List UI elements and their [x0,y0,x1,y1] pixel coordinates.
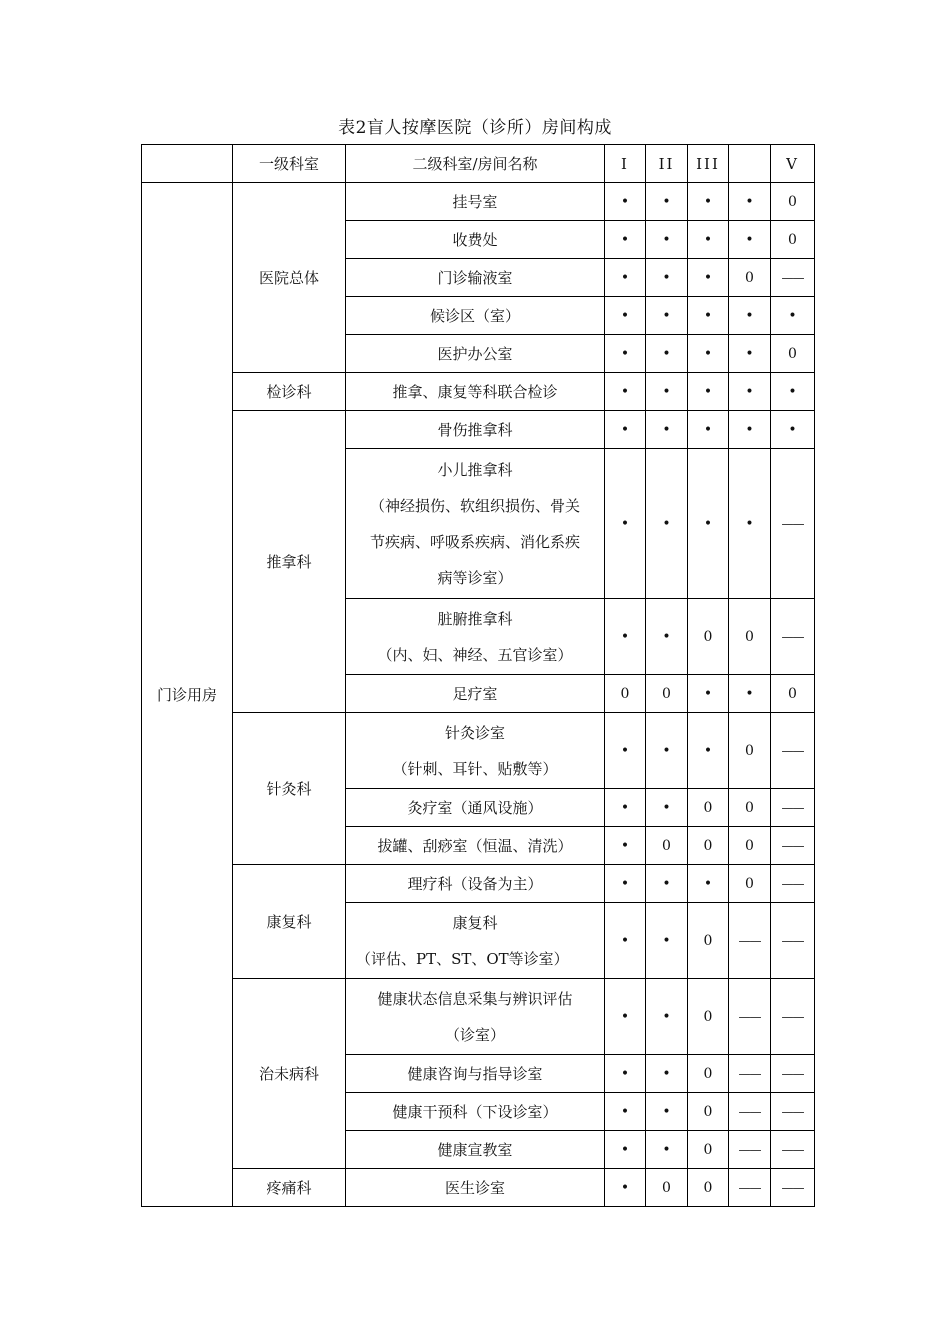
room-name-line: 健康咨询与指导诊室 [407,1064,543,1083]
dept-cell: 医院总体 [233,183,346,373]
grade-mark-cell: • [646,259,688,297]
grade-mark-cell: • [605,865,646,903]
room-name-cell [346,335,605,373]
grade-mark-cell: • [771,297,815,335]
grade-mark-cell: • [646,979,688,1055]
grade-mark-cell: • [646,449,688,599]
table-row [142,713,815,789]
room-name-cell [346,713,605,789]
room-name-cell [346,1169,605,1207]
dept-cell: 治未病科 [233,979,346,1169]
room-name-line: 挂号室 [452,192,498,211]
room-name-line: 健康状态信息采集与辨识评估 [377,989,573,1008]
grade-mark-cell [729,1055,771,1093]
grade-mark-cell: • [646,411,688,449]
grade-mark-cell: 0 [688,1055,729,1093]
room-name-line: 灸疗室（通风设施） [407,798,543,817]
room-name-cell [346,827,605,865]
header-grade-2: II [646,145,688,183]
grade-mark-cell: • [646,1093,688,1131]
not-required-dash: —— [781,1180,804,1195]
grade-mark-cell: 0 [688,979,729,1055]
grade-mark-cell: • [605,1169,646,1207]
room-name-cell [346,259,605,297]
grade-mark-cell: • [729,183,771,221]
room-name-line: 小儿推拿科 [437,460,513,479]
room-name-line: 病等诊室） [437,568,513,587]
grade-mark-cell: • [605,1093,646,1131]
room-name-line: 足疗室 [452,684,498,703]
grade-mark-cell: • [646,221,688,259]
header-grade-4 [729,145,771,183]
grade-mark-cell: 0 [688,599,729,675]
room-name-line: （内、妇、神经、五官诊室） [377,645,573,664]
grade-mark-cell: • [729,373,771,411]
grade-mark-cell [729,1169,771,1207]
grade-mark-cell: • [688,183,729,221]
not-required-dash: —— [738,933,761,948]
dept-cell: 检诊科 [233,373,346,411]
grade-mark-cell: • [646,297,688,335]
grade-mark-cell: 0 [688,903,729,979]
grade-mark-cell: • [605,1131,646,1169]
grade-mark-cell [729,979,771,1055]
grade-mark-cell: • [729,221,771,259]
dept-cell: 疼痛科 [233,1169,346,1207]
grade-mark-cell: 0 [771,221,815,259]
grade-mark-cell: • [771,373,815,411]
grade-mark-cell: • [605,297,646,335]
grade-mark-cell [771,827,815,865]
grade-mark-cell: • [688,221,729,259]
room-name-line: （针刺、耳针、贴敷等） [392,759,558,778]
room-name-cell [346,1093,605,1131]
dept-cell: 康复科 [233,865,346,979]
dept-cell: 推拿科 [233,411,346,713]
grade-mark-cell [771,1169,815,1207]
grade-mark-cell [771,1055,815,1093]
header-level2: 二级科室/房间名称 [346,145,605,183]
grade-mark-cell [729,903,771,979]
grade-mark-cell: • [605,335,646,373]
room-name-cell [346,373,605,411]
grade-mark-cell [729,1131,771,1169]
grade-mark-cell: 0 [729,713,771,789]
grade-mark-cell: • [605,713,646,789]
not-required-dash: —— [781,629,804,644]
not-required-dash: —— [781,933,804,948]
grade-mark-cell: • [729,411,771,449]
grade-mark-cell [771,713,815,789]
room-name-line: 门诊输液室 [437,268,513,287]
grade-mark-cell: 0 [771,183,815,221]
room-name-line: 收费处 [452,230,498,249]
room-name-line: 推拿、康复等科联合检诊 [392,382,558,401]
grade-mark-cell [771,979,815,1055]
room-name-cell [346,1055,605,1093]
grade-mark-cell: • [771,411,815,449]
grade-mark-cell: • [729,335,771,373]
grade-mark-cell: 0 [605,675,646,713]
room-name-cell [346,979,605,1055]
grade-mark-cell: • [605,599,646,675]
grade-mark-cell: • [688,411,729,449]
not-required-dash: —— [781,1142,804,1157]
grade-mark-cell [729,1093,771,1131]
room-name-cell [346,599,605,675]
grade-mark-cell: • [646,1055,688,1093]
grade-mark-cell: • [688,675,729,713]
grade-mark-cell: 0 [688,1093,729,1131]
room-name-line: 医护办公室 [437,344,513,363]
header-grade-5: V [771,145,815,183]
grade-mark-cell: • [605,221,646,259]
room-name-line: 健康干预科（下设诊室） [392,1102,558,1121]
room-name-line: 针灸诊室 [444,723,505,742]
room-name-line: （神经损伤、软组织损伤、骨关 [369,496,580,515]
not-required-dash: —— [781,743,804,758]
grade-mark-cell [771,1131,815,1169]
grade-mark-cell: • [605,789,646,827]
not-required-dash: —— [738,1142,761,1157]
grade-mark-cell: • [646,335,688,373]
table-title: 表2盲人按摩医院（诊所）房间构成 [338,118,612,138]
not-required-dash: —— [781,1104,804,1119]
grade-mark-cell: 0 [729,827,771,865]
not-required-dash: —— [781,516,804,531]
grade-mark-cell: • [605,449,646,599]
not-required-dash: —— [781,1066,804,1081]
not-required-dash: —— [781,1009,804,1024]
grade-mark-cell: • [605,373,646,411]
grade-mark-cell: • [688,449,729,599]
grade-mark-cell: • [646,373,688,411]
grade-mark-cell: 0 [646,1169,688,1207]
room-name-cell [346,183,605,221]
grade-mark-cell: • [646,599,688,675]
not-required-dash: —— [738,1180,761,1195]
room-name-cell [346,221,605,259]
grade-mark-cell: • [605,979,646,1055]
not-required-dash: —— [781,800,804,815]
room-name-cell [346,449,605,599]
grade-mark-cell: • [688,713,729,789]
grade-mark-cell: • [688,865,729,903]
grade-mark-cell: • [605,183,646,221]
grade-mark-cell: • [605,827,646,865]
grade-mark-cell: 0 [771,335,815,373]
grade-mark-cell: • [605,259,646,297]
grade-mark-cell [771,865,815,903]
grade-mark-cell [771,789,815,827]
room-name-cell [346,903,605,979]
room-name-line: 候诊区（室） [429,306,520,325]
table-row [142,411,815,449]
room-name-line: 骨伤推拿科 [437,420,513,439]
grade-mark-cell: • [605,1055,646,1093]
grade-mark-cell: 0 [646,675,688,713]
grade-mark-cell [771,449,815,599]
grade-mark-cell: • [688,335,729,373]
room-name-cell [346,789,605,827]
grade-mark-cell: 0 [729,789,771,827]
category-cell: 门诊用房 [142,183,233,1207]
table-row [142,979,815,1055]
room-name-line: （评估、PT、ST、OT等诊室） [356,949,569,968]
grade-mark-cell: • [646,183,688,221]
grade-mark-cell [771,903,815,979]
room-name-line: （诊室） [444,1025,505,1044]
grade-mark-cell: • [688,373,729,411]
table-row [142,1169,815,1207]
table-row [142,183,815,221]
grade-mark-cell: 0 [729,599,771,675]
table-row [142,865,815,903]
not-required-dash: —— [738,1104,761,1119]
grade-mark-cell: 0 [688,789,729,827]
room-name-cell [346,297,605,335]
grade-mark-cell [771,259,815,297]
not-required-dash: —— [781,838,804,853]
room-name-line: 理疗科（设备为主） [407,874,543,893]
grade-mark-cell: • [729,449,771,599]
not-required-dash: —— [738,1066,761,1081]
grade-mark-cell: • [729,675,771,713]
not-required-dash: —— [781,876,804,891]
grade-mark-cell: 0 [646,827,688,865]
header-row [142,145,815,183]
grade-mark-cell: • [646,713,688,789]
grade-mark-cell [771,1093,815,1131]
grade-mark-cell: • [688,297,729,335]
room-name-line: 康复科 [452,913,498,932]
header-grade-1: I [605,145,646,183]
grade-mark-cell: • [605,903,646,979]
grade-mark-cell: • [605,411,646,449]
dept-cell: 针灸科 [233,713,346,865]
grade-mark-cell: • [646,865,688,903]
room-name-cell [346,865,605,903]
room-name-cell [346,675,605,713]
grade-mark-cell: 0 [729,865,771,903]
grade-mark-cell: 0 [688,1131,729,1169]
grade-mark-cell: • [646,789,688,827]
table-row [142,373,815,411]
header-level1: 一级科室 [233,145,346,183]
not-required-dash: —— [738,1009,761,1024]
grade-mark-cell: 0 [771,675,815,713]
grade-mark-cell: 0 [688,1169,729,1207]
not-required-dash: —— [781,270,804,285]
header-grade-3: III [688,145,729,183]
grade-mark-cell: • [646,903,688,979]
room-name-line: 脏腑推拿科 [437,609,513,628]
grade-mark-cell: 0 [729,259,771,297]
room-name-line: 拔罐、刮痧室（恒温、清洗） [377,836,573,855]
grade-mark-cell: • [729,297,771,335]
table-body [142,145,815,1207]
room-composition-table [141,144,815,1207]
grade-mark-cell: • [688,259,729,297]
room-name-cell [346,411,605,449]
room-name-cell [346,1131,605,1169]
header-blank-cell [142,145,233,183]
grade-mark-cell [771,599,815,675]
grade-mark-cell: 0 [688,827,729,865]
room-name-line: 健康宣教室 [437,1140,513,1159]
grade-mark-cell: • [646,1131,688,1169]
room-name-line: 医生诊室 [444,1178,505,1197]
room-name-line: 节疾病、呼吸系疾病、消化系疾 [369,532,580,551]
